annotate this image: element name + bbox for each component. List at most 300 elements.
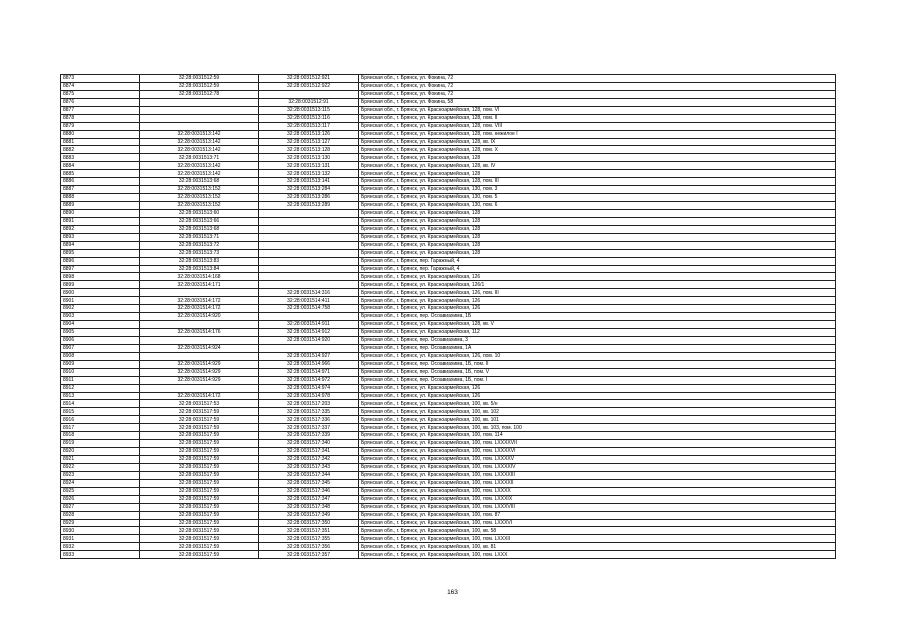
object-cadastral-number-cell: 32:28:0031517:355 — [259, 535, 359, 543]
address-cell: Брянская обл., г. Брянск, ул. Красноармейская, 126 — [359, 297, 836, 305]
land-cadastral-number-cell: 32:28:0031517:59 — [140, 456, 259, 464]
land-cadastral-number-cell: 32:28:0031517:59 — [140, 543, 259, 551]
table-row — [61, 495, 836, 503]
address-cell: Брянская обл., г. Брянск, ул. Красноармейская, 128, пом. нежилое I — [359, 130, 836, 138]
row-number-cell: 8881 — [61, 138, 140, 146]
row-number-cell: 8909 — [61, 360, 140, 368]
address-cell: Брянская обл., г. Брянск, ул. Красноармейская, 100, кв. 5/н — [359, 400, 836, 408]
object-cadastral-number-cell: 32:28:0031517:342 — [259, 456, 359, 464]
row-number-cell: 8901 — [61, 297, 140, 305]
land-cadastral-number-cell: 32:28:0031514:176 — [140, 329, 259, 337]
address-cell: Брянская обл., г. Брянск, ул. Красноармейская, 100, пом. LXXXVIII — [359, 503, 836, 511]
land-cadastral-number-cell — [140, 336, 259, 344]
row-number-cell: 8895 — [61, 249, 140, 257]
object-cadastral-number-cell: 32:28:0031513:126 — [259, 130, 359, 138]
object-cadastral-number-cell: 32:28:0031517:203 — [259, 400, 359, 408]
object-cadastral-number-cell: 32:28:0031517:345 — [259, 479, 359, 487]
address-cell: Брянская обл., г. Брянск, ул. Фокина, 72 — [359, 82, 836, 90]
row-number-cell: 8914 — [61, 400, 140, 408]
table-row — [61, 408, 836, 416]
object-cadastral-number-cell: 32:28:0031517:347 — [259, 495, 359, 503]
row-number-cell: 8921 — [61, 456, 140, 464]
address-cell: Брянская обл., г. Брянск, ул. Красноармейская, 126 — [359, 384, 836, 392]
object-cadastral-number-cell — [259, 209, 359, 217]
object-cadastral-number-cell: 32:28:0031513:115 — [259, 106, 359, 114]
land-cadastral-number-cell: 32:28:0031513:152 — [140, 194, 259, 202]
row-number-cell: 8885 — [61, 170, 140, 178]
table-row — [61, 551, 836, 559]
address-cell: Брянская обл., г. Брянск, пер. Осоавиахима, 1Б, пом. II — [359, 360, 836, 368]
row-number-cell: 8931 — [61, 535, 140, 543]
land-cadastral-number-cell: 32:28:0031513:71 — [140, 154, 259, 162]
object-cadastral-number-cell: 32:28:0031517:346 — [259, 487, 359, 495]
object-cadastral-number-cell — [259, 257, 359, 265]
land-cadastral-number-cell — [140, 106, 259, 114]
land-cadastral-number-cell — [140, 122, 259, 130]
row-number-cell: 8928 — [61, 511, 140, 519]
object-cadastral-number-cell: 32:28:0031513:132 — [259, 170, 359, 178]
object-cadastral-number-cell: 32:28:0031517:350 — [259, 519, 359, 527]
row-number-cell: 8907 — [61, 344, 140, 352]
address-cell: Брянская обл., г. Брянск, ул. Красноармейская, 128 — [359, 209, 836, 217]
land-cadastral-number-cell — [140, 384, 259, 392]
table-row — [61, 82, 836, 90]
table-row — [61, 424, 836, 432]
row-number-cell: 8905 — [61, 329, 140, 337]
object-cadastral-number-cell: 32:28:0031512:922 — [259, 82, 359, 90]
row-number-cell: 8913 — [61, 392, 140, 400]
land-cadastral-number-cell: 32:28:0031514:929 — [140, 368, 259, 376]
table-row — [61, 106, 836, 114]
object-cadastral-number-cell: 32:28:0031517:357 — [259, 551, 359, 559]
row-number-cell: 8899 — [61, 281, 140, 289]
object-cadastral-number-cell: 32:28:0031513:141 — [259, 178, 359, 186]
address-cell: Брянская обл., г. Брянск, ул. Красноармейская, 100, кв. 103, пом. 100 — [359, 424, 836, 432]
table-row — [61, 130, 836, 138]
table-row — [61, 503, 836, 511]
object-cadastral-number-cell: 32:28:0031514:411 — [259, 297, 359, 305]
object-cadastral-number-cell: 32:28:0031517:349 — [259, 511, 359, 519]
land-cadastral-number-cell: 32:28:0031513:142 — [140, 170, 259, 178]
row-number-cell: 8929 — [61, 519, 140, 527]
address-cell: Брянская обл., г. Брянск, ул. Красноармейская, 100, пом. LXXXIX — [359, 495, 836, 503]
object-cadastral-number-cell — [259, 233, 359, 241]
address-cell: Брянская обл., г. Брянск, ул. Красноармейская, 100, пом. 114 — [359, 432, 836, 440]
table-row — [61, 329, 836, 337]
address-cell: Брянская обл., г. Брянск, ул. Красноармейская, 100, пом. LXXX — [359, 551, 836, 559]
object-cadastral-number-cell: 32:28:0031513:117 — [259, 122, 359, 130]
land-cadastral-number-cell: 32:28:0031513:152 — [140, 186, 259, 194]
table-row — [61, 360, 836, 368]
object-cadastral-number-cell — [259, 241, 359, 249]
address-cell: Брянская обл., г. Брянск, ул. Красноармейская, 128, пом. VI — [359, 106, 836, 114]
address-cell: Брянская обл., г. Брянск, пер. Осоавиахима, 1Б, пом. I — [359, 376, 836, 384]
row-number-cell: 8879 — [61, 122, 140, 130]
row-number-cell: 8911 — [61, 376, 140, 384]
row-number-cell: 8898 — [61, 273, 140, 281]
land-cadastral-number-cell: 32:28:0031517:59 — [140, 432, 259, 440]
land-cadastral-number-cell: 32:28:0031517:59 — [140, 527, 259, 535]
row-number-cell: 8875 — [61, 90, 140, 98]
land-cadastral-number-cell: 32:28:0031513:152 — [140, 202, 259, 210]
object-cadastral-number-cell: 32:28:0031517:339 — [259, 432, 359, 440]
row-number-cell: 8904 — [61, 321, 140, 329]
row-number-cell: 8894 — [61, 241, 140, 249]
land-cadastral-number-cell: 32:28:0031517:59 — [140, 424, 259, 432]
row-number-cell: 8919 — [61, 440, 140, 448]
address-cell: Брянская обл., г. Брянск, ул. Красноармейская, 128, кв. V — [359, 321, 836, 329]
table-row — [61, 273, 836, 281]
address-cell: Брянская обл., г. Брянск, ул. Красноармейская, 126, пом. III — [359, 289, 836, 297]
object-cadastral-number-cell: 32:28:0031514:978 — [259, 392, 359, 400]
row-number-cell: 8878 — [61, 114, 140, 122]
land-cadastral-number-cell: 32:28:0031514:171 — [140, 281, 259, 289]
object-cadastral-number-cell: 32:28:0031517:340 — [259, 440, 359, 448]
object-cadastral-number-cell: 32:28:0031517:335 — [259, 408, 359, 416]
row-number-cell: 8925 — [61, 487, 140, 495]
land-cadastral-number-cell: 32:28:0031514:172 — [140, 297, 259, 305]
address-cell: Брянская обл., г. Брянск, ул. Красноармейская, 128 — [359, 154, 836, 162]
table-row — [61, 376, 836, 384]
address-cell: Брянская обл., г. Брянск, пер. Осоавиахима, 3 — [359, 336, 836, 344]
row-number-cell: 8903 — [61, 313, 140, 321]
address-cell: Брянская обл., г. Брянск, ул. Красноармейская, 100, пом. LXXXX — [359, 487, 836, 495]
row-number-cell: 8883 — [61, 154, 140, 162]
object-cadastral-number-cell — [259, 344, 359, 352]
address-cell: Брянская обл., г. Брянск, ул. Красноармейская, 128, пом. II — [359, 114, 836, 122]
object-cadastral-number-cell: 32:28:0031514:974 — [259, 384, 359, 392]
object-cadastral-number-cell — [259, 313, 359, 321]
row-number-cell: 8916 — [61, 416, 140, 424]
table-row — [61, 138, 836, 146]
row-number-cell: 8906 — [61, 336, 140, 344]
address-cell: Брянская обл., г. Брянск, ул. Красноармейская, 128 — [359, 233, 836, 241]
row-number-cell: 8876 — [61, 98, 140, 106]
object-cadastral-number-cell: 32:28:0031514:912 — [259, 329, 359, 337]
land-cadastral-number-cell — [140, 289, 259, 297]
land-cadastral-number-cell: 32:28:0031517:59 — [140, 471, 259, 479]
land-cadastral-number-cell: 32:28:0031517:59 — [140, 511, 259, 519]
register-table-body — [61, 75, 836, 559]
object-cadastral-number-cell — [259, 281, 359, 289]
address-cell: Брянская обл., г. Брянск, ул. Красноармейская, 126 — [359, 392, 836, 400]
object-cadastral-number-cell: 32:28:0031517:356 — [259, 543, 359, 551]
object-cadastral-number-cell: 32:28:0031513:286 — [259, 194, 359, 202]
address-cell: Брянская обл., г. Брянск, ул. Красноармейская, 100, кв. 102 — [359, 408, 836, 416]
row-number-cell: 8908 — [61, 352, 140, 360]
table-row — [61, 352, 836, 360]
table-row — [61, 265, 836, 273]
land-cadastral-number-cell: 32:28:0031517:59 — [140, 448, 259, 456]
table-row — [61, 170, 836, 178]
row-number-cell: 8890 — [61, 209, 140, 217]
table-row — [61, 321, 836, 329]
address-cell: Брянская обл., г. Брянск, ул. Красноармейская, 128 — [359, 217, 836, 225]
object-cadastral-number-cell: 32:28:0031517:336 — [259, 416, 359, 424]
row-number-cell: 8920 — [61, 448, 140, 456]
object-cadastral-number-cell: 32:28:0031512:921 — [259, 75, 359, 83]
row-number-cell: 8887 — [61, 186, 140, 194]
address-cell: Брянская обл., г. Брянск, пер. Гаражный, 4 — [359, 257, 836, 265]
row-number-cell: 8917 — [61, 424, 140, 432]
object-cadastral-number-cell: 32:28:0031513:284 — [259, 186, 359, 194]
land-cadastral-number-cell: 32:28:0031517:53 — [140, 400, 259, 408]
table-row — [61, 368, 836, 376]
row-number-cell: 8910 — [61, 368, 140, 376]
address-cell: Брянская обл., г. Брянск, ул. Красноармейская, 126, пом. 10 — [359, 352, 836, 360]
address-cell: Брянская обл., г. Брянск, ул. Красноармейская, 130, пом. 5 — [359, 194, 836, 202]
table-row — [61, 416, 836, 424]
table-row — [61, 463, 836, 471]
address-cell: Брянская обл., г. Брянск, пер. Осоавиахима, 1Б — [359, 313, 836, 321]
land-cadastral-number-cell — [140, 321, 259, 329]
land-cadastral-number-cell: 32:28:0031517:59 — [140, 487, 259, 495]
land-cadastral-number-cell — [140, 352, 259, 360]
table-row — [61, 543, 836, 551]
land-cadastral-number-cell: 32:28:0031517:59 — [140, 479, 259, 487]
object-cadastral-number-cell: 32:28:0031514:920 — [259, 336, 359, 344]
table-row — [61, 471, 836, 479]
register-table — [60, 74, 836, 559]
table-row — [61, 456, 836, 464]
object-cadastral-number-cell — [259, 217, 359, 225]
address-cell: Брянская обл., г. Брянск, ул. Фокина, 58 — [359, 98, 836, 106]
address-cell: Брянская обл., г. Брянск, ул. Красноармейская, 130, пом. 6 — [359, 202, 836, 210]
land-cadastral-number-cell: 32:28:0031517:59 — [140, 440, 259, 448]
table-row — [61, 392, 836, 400]
table-row — [61, 146, 836, 154]
object-cadastral-number-cell — [259, 273, 359, 281]
table-row — [61, 178, 836, 186]
object-cadastral-number-cell: 32:28:0031512:91 — [259, 98, 359, 106]
address-cell: Брянская обл., г. Брянск, ул. Красноармейская, 128, кв. IV — [359, 162, 836, 170]
land-cadastral-number-cell: 32:28:0031513:68 — [140, 225, 259, 233]
land-cadastral-number-cell: 32:28:0031514:920 — [140, 313, 259, 321]
object-cadastral-number-cell: 32:28:0031517:343 — [259, 463, 359, 471]
object-cadastral-number-cell: 32:28:0031513:127 — [259, 138, 359, 146]
table-row — [61, 440, 836, 448]
land-cadastral-number-cell: 32:28:0031513:71 — [140, 233, 259, 241]
object-cadastral-number-cell: 32:28:0031514:972 — [259, 376, 359, 384]
row-number-cell: 8924 — [61, 479, 140, 487]
land-cadastral-number-cell: 32:28:0031514:924 — [140, 344, 259, 352]
land-cadastral-number-cell — [140, 98, 259, 106]
table-row — [61, 511, 836, 519]
row-number-cell: 8873 — [61, 75, 140, 83]
object-cadastral-number-cell: 32:28:0031513:289 — [259, 202, 359, 210]
object-cadastral-number-cell: 32:28:0031517:341 — [259, 448, 359, 456]
table-row — [61, 90, 836, 98]
table-row — [61, 249, 836, 257]
row-number-cell: 8930 — [61, 527, 140, 535]
address-cell: Брянская обл., г. Брянск, ул. Красноармейская, 100, кв. 101 — [359, 416, 836, 424]
address-cell: Брянская обл., г. Брянск, ул. Красноармейская, 126 — [359, 305, 836, 313]
land-cadastral-number-cell: 32:28:0031513:66 — [140, 217, 259, 225]
row-number-cell: 8932 — [61, 543, 140, 551]
object-cadastral-number-cell: 32:28:0031513:116 — [259, 114, 359, 122]
address-cell: Брянская обл., г. Брянск, пер. Осоавиахима, 1Б, пом. V — [359, 368, 836, 376]
address-cell: Брянская обл., г. Брянск, ул. Красноармейская, 100, пом. 87 — [359, 511, 836, 519]
address-cell: Брянская обл., г. Брянск, ул. Красноармейская, 128 — [359, 249, 836, 257]
table-row — [61, 305, 836, 313]
address-cell: Брянская обл., г. Брянск, ул. Красноармейская, 128 — [359, 170, 836, 178]
object-cadastral-number-cell: 32:28:0031517:351 — [259, 527, 359, 535]
object-cadastral-number-cell: 32:28:0031514:911 — [259, 321, 359, 329]
address-cell: Брянская обл., г. Брянск, ул. Красноармейская, 100, пом. LXXXXIII — [359, 471, 836, 479]
table-row — [61, 448, 836, 456]
object-cadastral-number-cell: 32:28:0031514:758 — [259, 305, 359, 313]
row-number-cell: 8900 — [61, 289, 140, 297]
table-row — [61, 225, 836, 233]
land-cadastral-number-cell: 32:28:0031513:60 — [140, 209, 259, 217]
row-number-cell: 8893 — [61, 233, 140, 241]
land-cadastral-number-cell: 32:28:0031512:78 — [140, 90, 259, 98]
table-row — [61, 209, 836, 217]
page-number: 163 — [447, 589, 458, 596]
row-number-cell: 8877 — [61, 106, 140, 114]
address-cell: Брянская обл., г. Брянск, ул. Красноармейская, 100, пом. LXXXXIV — [359, 463, 836, 471]
row-number-cell: 8923 — [61, 471, 140, 479]
row-number-cell: 8926 — [61, 495, 140, 503]
table-row — [61, 336, 836, 344]
land-cadastral-number-cell: 32:28:0031517:59 — [140, 408, 259, 416]
land-cadastral-number-cell: 32:28:0031514:929 — [140, 376, 259, 384]
object-cadastral-number-cell — [259, 90, 359, 98]
table-row — [61, 122, 836, 130]
row-number-cell: 8918 — [61, 432, 140, 440]
object-cadastral-number-cell — [259, 225, 359, 233]
address-cell: Брянская обл., г. Брянск, ул. Красноармейская, 100, кв. 58 — [359, 527, 836, 535]
table-row — [61, 344, 836, 352]
address-cell: Брянская обл., г. Брянск, пер. Осоавиахима, 1А — [359, 344, 836, 352]
land-cadastral-number-cell: 32:28:0031517:59 — [140, 463, 259, 471]
table-row — [61, 114, 836, 122]
row-number-cell: 8888 — [61, 194, 140, 202]
address-cell: Брянская обл., г. Брянск, ул. Красноармейская, 100, пом. LXXXII — [359, 535, 836, 543]
land-cadastral-number-cell: 32:28:0031517:59 — [140, 551, 259, 559]
object-cadastral-number-cell: 32:28:0031513:128 — [259, 146, 359, 154]
object-cadastral-number-cell: 32:28:0031514:966 — [259, 360, 359, 368]
row-number-cell: 8892 — [61, 225, 140, 233]
row-number-cell: 8896 — [61, 257, 140, 265]
land-cadastral-number-cell: 32:28:0031517:59 — [140, 495, 259, 503]
row-number-cell: 8889 — [61, 202, 140, 210]
table-row — [61, 289, 836, 297]
table-row — [61, 400, 836, 408]
table-row — [61, 186, 836, 194]
land-cadastral-number-cell: 32:28:0031512:59 — [140, 75, 259, 83]
address-cell: Брянская обл., г. Брянск, ул. Красноармейская, 130, пом. 3 — [359, 186, 836, 194]
land-cadastral-number-cell: 32:28:0031513:83 — [140, 257, 259, 265]
address-cell: Брянская обл., г. Брянск, ул. Красноармейская, 100, пом. LXXXVI — [359, 519, 836, 527]
object-cadastral-number-cell: 32:28:0031514:316 — [259, 289, 359, 297]
address-cell: Брянская обл., г. Брянск, ул. Красноармейская, 128, пом. VIII — [359, 122, 836, 130]
row-number-cell: 8902 — [61, 305, 140, 313]
land-cadastral-number-cell: 32:28:0031514:172 — [140, 392, 259, 400]
row-number-cell: 8933 — [61, 551, 140, 559]
land-cadastral-number-cell: 32:28:0031513:142 — [140, 162, 259, 170]
address-cell: Брянская обл., г. Брянск, ул. Фокина, 72 — [359, 75, 836, 83]
address-cell: Брянская обл., г. Брянск, ул. Красноармейская, 126/1 — [359, 281, 836, 289]
table-row — [61, 154, 836, 162]
object-cadastral-number-cell: 32:28:0031514:927 — [259, 352, 359, 360]
object-cadastral-number-cell: 32:28:0031514:971 — [259, 368, 359, 376]
table-row — [61, 313, 836, 321]
address-cell: Брянская обл., г. Брянск, ул. Красноармейская, 100, пом. LXXXXII — [359, 479, 836, 487]
object-cadastral-number-cell — [259, 265, 359, 273]
address-cell: Брянская обл., г. Брянск, ул. Красноармейская, 126 — [359, 273, 836, 281]
land-cadastral-number-cell: 32:28:0031514:929 — [140, 360, 259, 368]
table-row — [61, 479, 836, 487]
row-number-cell: 8886 — [61, 178, 140, 186]
table-row — [61, 233, 836, 241]
land-cadastral-number-cell: 32:28:0031514:168 — [140, 273, 259, 281]
table-row — [61, 257, 836, 265]
land-cadastral-number-cell: 32:28:0031517:59 — [140, 535, 259, 543]
row-number-cell: 8880 — [61, 130, 140, 138]
address-cell: Брянская обл., г. Брянск, ул. Фокина, 72 — [359, 90, 836, 98]
table-row — [61, 432, 836, 440]
table-row — [61, 202, 836, 210]
land-cadastral-number-cell: 32:28:0031512:59 — [140, 82, 259, 90]
table-row — [61, 535, 836, 543]
land-cadastral-number-cell: 32:28:0031513:142 — [140, 146, 259, 154]
land-cadastral-number-cell: 32:28:0031513:68 — [140, 178, 259, 186]
object-cadastral-number-cell: 32:28:0031513:131 — [259, 162, 359, 170]
land-cadastral-number-cell: 32:28:0031513:142 — [140, 130, 259, 138]
table-row — [61, 217, 836, 225]
land-cadastral-number-cell: 32:28:0031517:59 — [140, 519, 259, 527]
land-cadastral-number-cell: 32:28:0031513:73 — [140, 249, 259, 257]
address-cell: Брянская обл., г. Брянск, ул. Красноармейская, 100, кв. 81 — [359, 543, 836, 551]
address-cell: Брянская обл., г. Брянск, ул. Красноармейская, 112 — [359, 329, 836, 337]
table-row — [61, 519, 836, 527]
address-cell: Брянская обл., г. Брянск, ул. Красноармейская, 128, пом. X — [359, 146, 836, 154]
land-cadastral-number-cell: 32:28:0031517:59 — [140, 503, 259, 511]
address-cell: Брянская обл., г. Брянск, ул. Красноармейская, 128, пом. III — [359, 178, 836, 186]
row-number-cell: 8874 — [61, 82, 140, 90]
land-cadastral-number-cell: 32:28:0031513:142 — [140, 138, 259, 146]
row-number-cell: 8927 — [61, 503, 140, 511]
address-cell: Брянская обл., г. Брянск, ул. Красноармейская, 100, пом. LXXXXVII — [359, 440, 836, 448]
table-row — [61, 384, 836, 392]
table-row — [61, 281, 836, 289]
object-cadastral-number-cell: 32:28:0031517:337 — [259, 424, 359, 432]
row-number-cell: 8891 — [61, 217, 140, 225]
address-cell: Брянская обл., г. Брянск, пер. Гаражный, 4 — [359, 265, 836, 273]
object-cadastral-number-cell: 32:28:0031517:344 — [259, 471, 359, 479]
object-cadastral-number-cell: 32:28:0031517:348 — [259, 503, 359, 511]
table-row — [61, 162, 836, 170]
row-number-cell: 8897 — [61, 265, 140, 273]
table-row — [61, 75, 836, 83]
table-row — [61, 98, 836, 106]
object-cadastral-number-cell: 32:28:0031513:130 — [259, 154, 359, 162]
address-cell: Брянская обл., г. Брянск, ул. Красноармейская, 128 — [359, 225, 836, 233]
row-number-cell: 8912 — [61, 384, 140, 392]
land-cadastral-number-cell: 32:28:0031513:84 — [140, 265, 259, 273]
land-cadastral-number-cell: 32:28:0031517:59 — [140, 416, 259, 424]
table-row — [61, 194, 836, 202]
row-number-cell: 8884 — [61, 162, 140, 170]
land-cadastral-number-cell: 32:28:0031513:72 — [140, 241, 259, 249]
address-cell: Брянская обл., г. Брянск, ул. Красноармейская, 128, кв. IX — [359, 138, 836, 146]
address-cell: Брянская обл., г. Брянск, ул. Красноармейская, 100, пом. LXXXXV — [359, 456, 836, 464]
table-row — [61, 527, 836, 535]
row-number-cell: 8882 — [61, 146, 140, 154]
row-number-cell: 8915 — [61, 408, 140, 416]
row-number-cell: 8922 — [61, 463, 140, 471]
